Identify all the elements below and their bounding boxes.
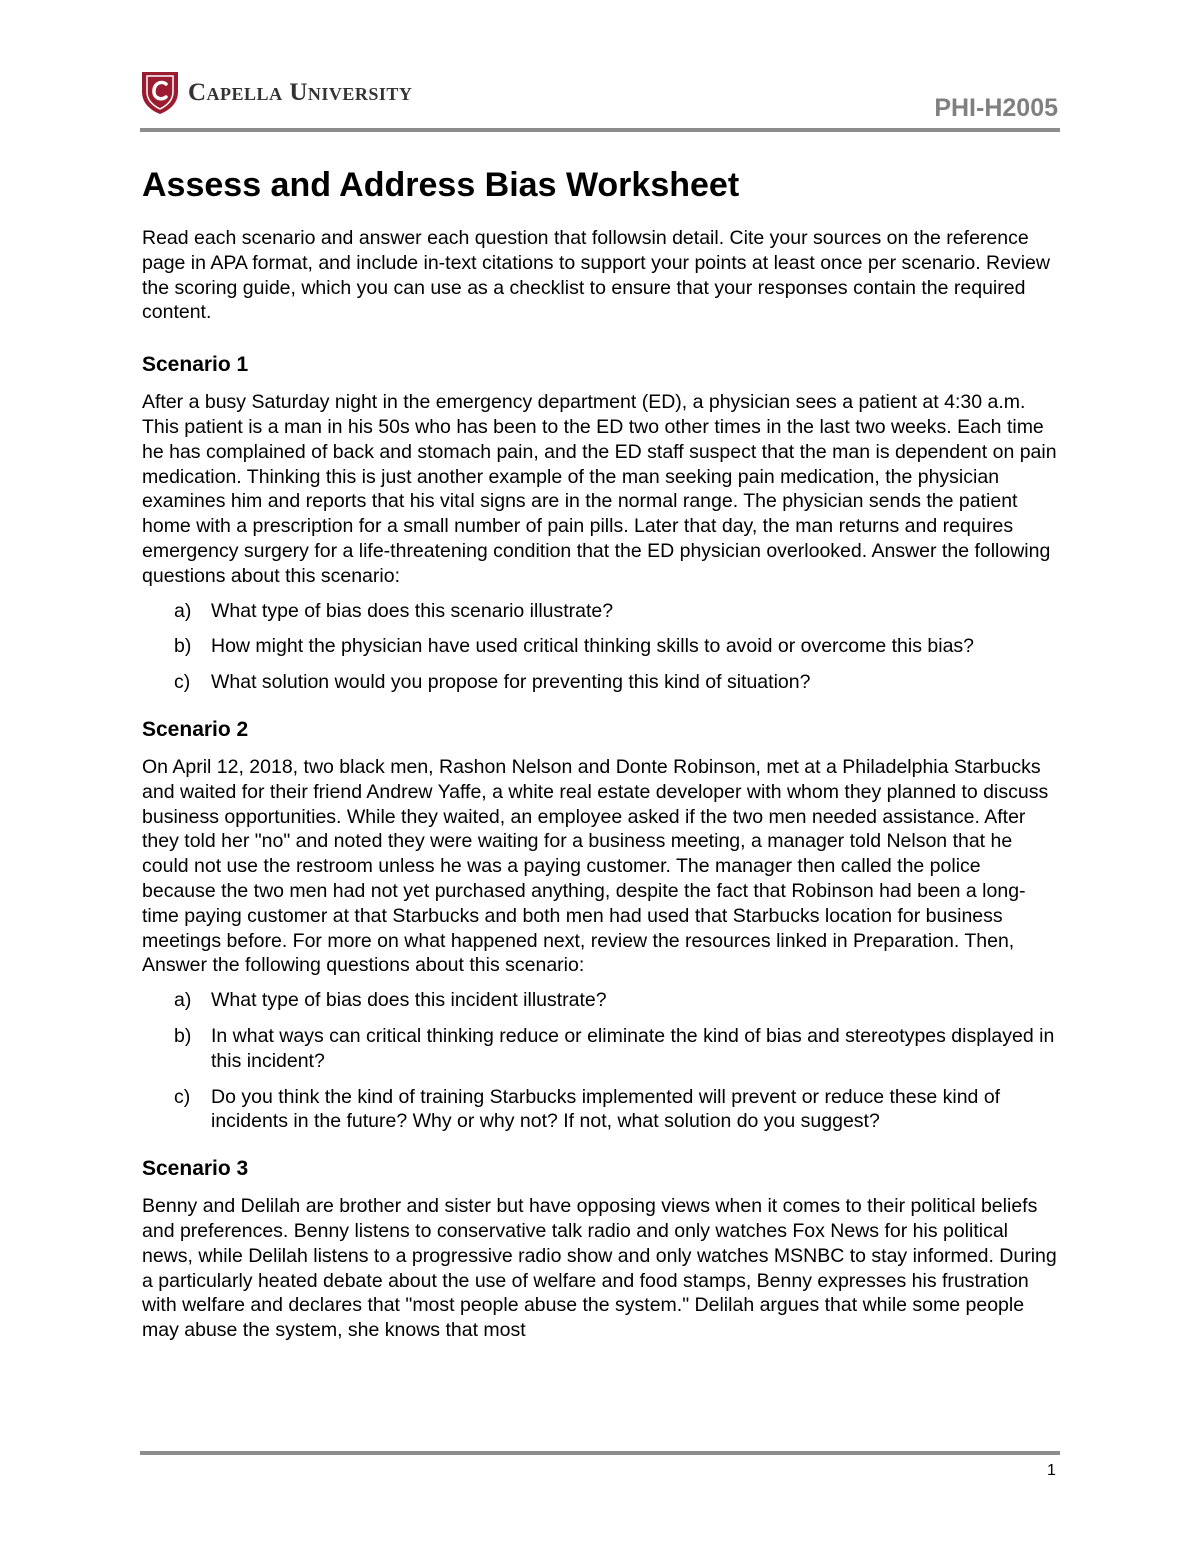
capella-shield-icon [140,70,180,116]
question-marker: a) [174,599,192,622]
question-item [142,634,1057,659]
question-list [142,988,1057,1134]
question-text: How might the physician have used critical thinking skills to avoid or overcome this bias? [211,635,975,658]
question-item [142,670,1057,695]
university-name: Capella University [188,79,413,106]
intro-paragraph: Read each scenario and answer each question that followsin detail. Cite your sources on the reference page in APA format, and include in-text citations to support your points at least once per scenario. Review the scoring guide, which you can use as a checklist to ensure that your responses contain the required content. [142,227,1050,324]
question-marker: b) [174,1024,192,1047]
question-marker: c) [174,1085,191,1108]
footer-divider [140,1451,1060,1455]
university-logo [140,70,412,116]
question-list [142,599,1057,695]
scenario-text: After a busy Saturday night in the emergency department (ED), a physician sees a patient at 4:30 a.m. This patient is a man in his 50s who has been to the ED two other times in the last two weeks. Each time he has complained of back and stomach pain, and the ED staff suspect that the man is dependent on pain medication. Thinking this is just another example of the man seeking pain medication, the physician examines him and reports that his vital signs are in the normal range. The physician sends the patient home with a prescription for a small number of pain pills. Later that day, the man returns and requires emergency surgery for a life-threatening condition that the ED physician overlooked. Answer the following questions about this scenario: [142,391,1057,587]
worksheet-body [142,160,1057,1353]
scenario-2 [142,715,1057,1134]
question-item [142,599,1057,624]
question-text: What solution would you propose for preventing this kind of situation? [211,671,811,694]
question-text: What type of bias does this incident illustrate? [211,989,607,1012]
question-marker: a) [174,989,192,1012]
scenario-heading: Scenario 3 [142,1157,249,1181]
scenario-text: Benny and Delilah are brother and sister but have opposing views when it comes to their political beliefs and preferences. Benny listens to conservative talk radio and only watches Fox News for his political news, while Delilah listens to a progressive radio show and only watches MSNBC to stay informed. During a particularly heated debate about the use of welfare and food stamps, Benny expresses his frustration with welfare and declares that "most people abuse the system." Delilah argues that while some people may abuse the system, she knows that most [142,1195,1057,1342]
question-marker: b) [174,635,192,658]
header-divider [140,128,1060,132]
scenario-3 [142,1154,1057,1343]
question-item [142,1085,1057,1135]
page-header [140,64,1060,134]
question-item [142,988,1057,1013]
question-text: What type of bias does this scenario illustrate? [211,599,614,622]
scenario-heading: Scenario 2 [142,717,249,741]
course-code: PHI-H2005 [934,94,1058,122]
page-number: 1 [1047,1462,1056,1479]
page-title: Assess and Address Bias Worksheet [142,166,740,204]
scenario-heading: Scenario 1 [142,353,249,377]
scenario-text: On April 12, 2018, two black men, Rashon Nelson and Donte Robinson, met at a Philadelphia Starbucks and waited for their friend Andrew Yaffe, a white real estate developer with whom they planned to discuss business opportunities. While they waited, an employee asked if the two men needed assistance. After they told her "no" and noted they were waiting for a business meeting, a manager told Nelson that he could not use the restroom unless he was a paying customer. The manager then called the police because the two men had not yet purchased anything, despite the fact that Robinson had been a long-time paying customer at that Starbucks and both men had used that Starbucks location for business meetings before. For more on what happened next, review the resources linked in Preparation. Then, Answer the following questions about this scenario: [142,755,1049,977]
question-text: In what ways can critical thinking reduce or eliminate the kind of bias and stereotypes displayed in this incident? [211,1024,1055,1072]
question-item [142,1024,1057,1074]
question-text: Do you think the kind of training Starbucks implemented will prevent or reduce these kind of incidents in the future? Why or why not? If not, what solution do you suggest? [211,1085,1001,1133]
question-marker: c) [174,671,191,694]
scenario-1 [142,350,1057,695]
